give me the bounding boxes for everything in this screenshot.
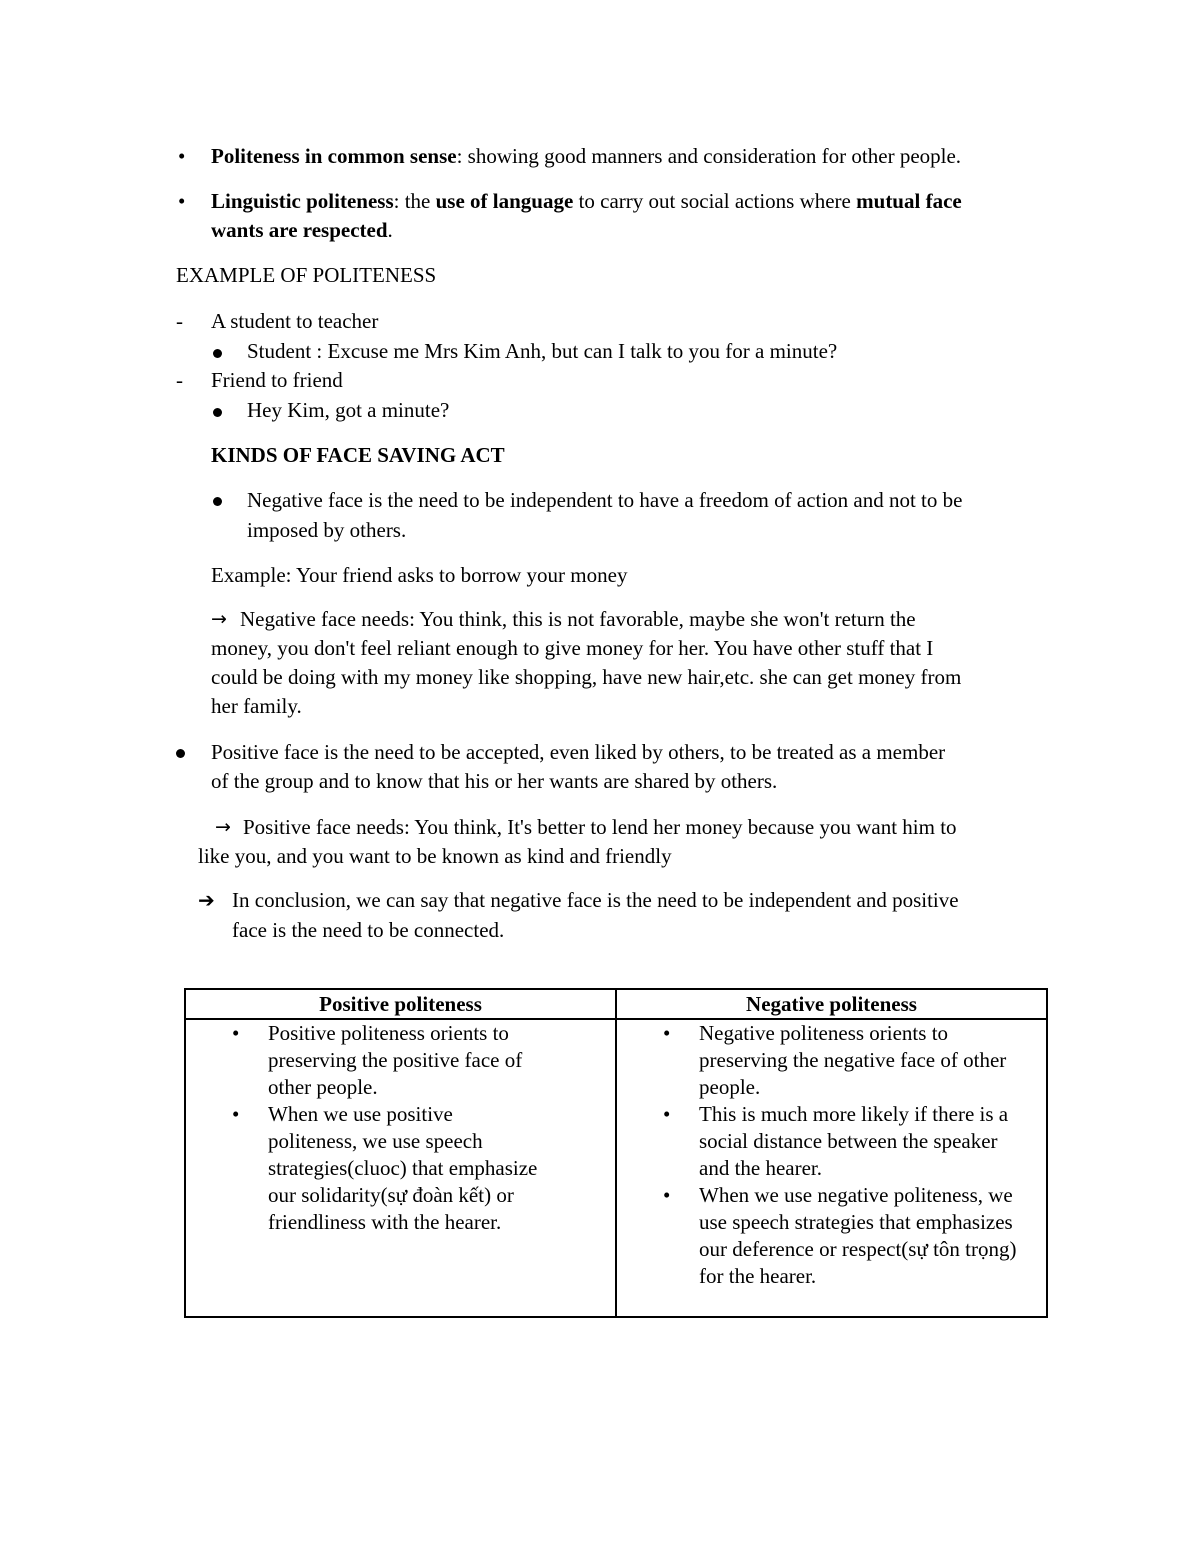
example-label: Friend to friend [211, 368, 343, 392]
definition-body: : showing good manners and consideration for other people. [456, 144, 962, 168]
definition-emphasis: wants are respected [211, 218, 388, 242]
header-negative-politeness: Negative politeness [616, 989, 1047, 1019]
bullet-icon: • [232, 1021, 240, 1045]
definition-body: : the [393, 189, 436, 213]
bullet-icon: • [663, 1102, 671, 1126]
definition-body: . [387, 218, 393, 242]
list-item [617, 1020, 1046, 1101]
cell-line: other people. [268, 1075, 378, 1099]
positive-face-line: Positive face is the need to be accepted, even liked by others, to be treated as a member [211, 740, 946, 764]
example-utterance: Student : Excuse me Mrs Kim Anh, but can I talk to you for a minute? [247, 339, 838, 363]
politeness-comparison-table [184, 988, 1048, 1318]
header-positive-politeness: Positive politeness [185, 989, 616, 1019]
definition-emphasis: mutual face [856, 189, 962, 213]
negative-needs-line: could be doing with my money like shopping, have new hair,etc. she can get money from [211, 665, 962, 689]
cell-line: politeness, we use speech [268, 1129, 483, 1153]
example-heading: EXAMPLE OF POLITENESS [176, 263, 437, 287]
definition-term: Politeness in common sense [211, 144, 457, 168]
negative-face-line: Negative face is the need to be independent to have a freedom of action and not to be [247, 488, 963, 512]
cell-line: Positive politeness orients to [268, 1021, 509, 1045]
negative-politeness-cell [616, 1019, 1047, 1317]
cell-line: strategies(cluoc) that emphasize [268, 1156, 538, 1180]
dash-marker: - [176, 368, 183, 392]
definition-body: to carry out social actions where [573, 189, 857, 213]
positive-face-line: of the group and to know that his or her wants are shared by others. [211, 769, 778, 793]
cell-line: people. [699, 1075, 761, 1099]
table-header-row [185, 989, 1047, 1019]
bullet-icon: • [232, 1102, 240, 1126]
definition-2-line-1 [211, 187, 962, 216]
negative-needs-line: Negative face needs: You think, this is not favorable, maybe she won't return the [240, 607, 916, 631]
cell-line: and the hearer. [699, 1156, 823, 1180]
dash-marker: - [176, 309, 183, 333]
bullet-icon [213, 497, 222, 506]
list-item [617, 1101, 1046, 1182]
cell-line: This is much more likely if there is a [699, 1102, 1009, 1126]
negative-needs-line: money, you don't feel reliant enough to give money for her. You have other stuff that I [211, 636, 934, 660]
definition-emphasis: use of language [435, 189, 574, 213]
definition-2-line-2 [211, 216, 393, 245]
cell-line: our solidarity(sự đoàn kết) or [268, 1183, 514, 1207]
list-item [186, 1020, 615, 1101]
arrow-right-icon: → [215, 816, 231, 838]
cell-line: friendliness with the hearer. [268, 1210, 502, 1234]
positive-politeness-cell [185, 1019, 616, 1317]
negative-face-line: imposed by others. [247, 518, 407, 542]
list-item [617, 1182, 1046, 1290]
bullet-icon [176, 749, 185, 758]
bullet-icon: • [178, 189, 186, 213]
bullet-icon [213, 408, 222, 417]
cell-line: Negative politeness orients to [699, 1021, 949, 1045]
bullet-icon: • [178, 144, 186, 168]
negative-needs-line: her family. [211, 694, 302, 718]
arrow-right-icon: → [211, 608, 227, 630]
conclusion-line: face is the need to be connected. [232, 918, 505, 942]
cell-line: preserving the negative face of other [699, 1048, 1007, 1072]
bullet-icon [213, 349, 222, 358]
definition-term: Linguistic politeness [211, 189, 394, 213]
positive-needs-line: like you, and you want to be known as kind and friendly [198, 844, 672, 868]
kinds-heading: KINDS OF FACE SAVING ACT [211, 443, 505, 467]
arrow-bold-icon: ➔ [198, 888, 215, 912]
bullet-icon: • [663, 1183, 671, 1207]
cell-line: When we use negative politeness, we [699, 1183, 1013, 1207]
cell-line: for the hearer. [699, 1264, 817, 1288]
definition-1-text [211, 142, 961, 171]
positive-needs-line: Positive face needs: You think, It's better to lend her money because you want him to [243, 815, 957, 839]
example-label: A student to teacher [211, 309, 379, 333]
example-line: Example: Your friend asks to borrow your money [211, 563, 628, 587]
bullet-icon: • [663, 1021, 671, 1045]
table-row [185, 1019, 1047, 1317]
cell-line: preserving the positive face of [268, 1048, 523, 1072]
cell-line: use speech strategies that emphasizes [699, 1210, 1013, 1234]
cell-line: When we use positive [268, 1102, 453, 1126]
list-item [186, 1101, 615, 1236]
conclusion-line: In conclusion, we can say that negative face is the need to be independent and positive [232, 888, 959, 912]
cell-line: social distance between the speaker [699, 1129, 998, 1153]
cell-line: our deference or respect(sự tôn trọng) [699, 1237, 1017, 1261]
example-utterance: Hey Kim, got a minute? [247, 398, 450, 422]
